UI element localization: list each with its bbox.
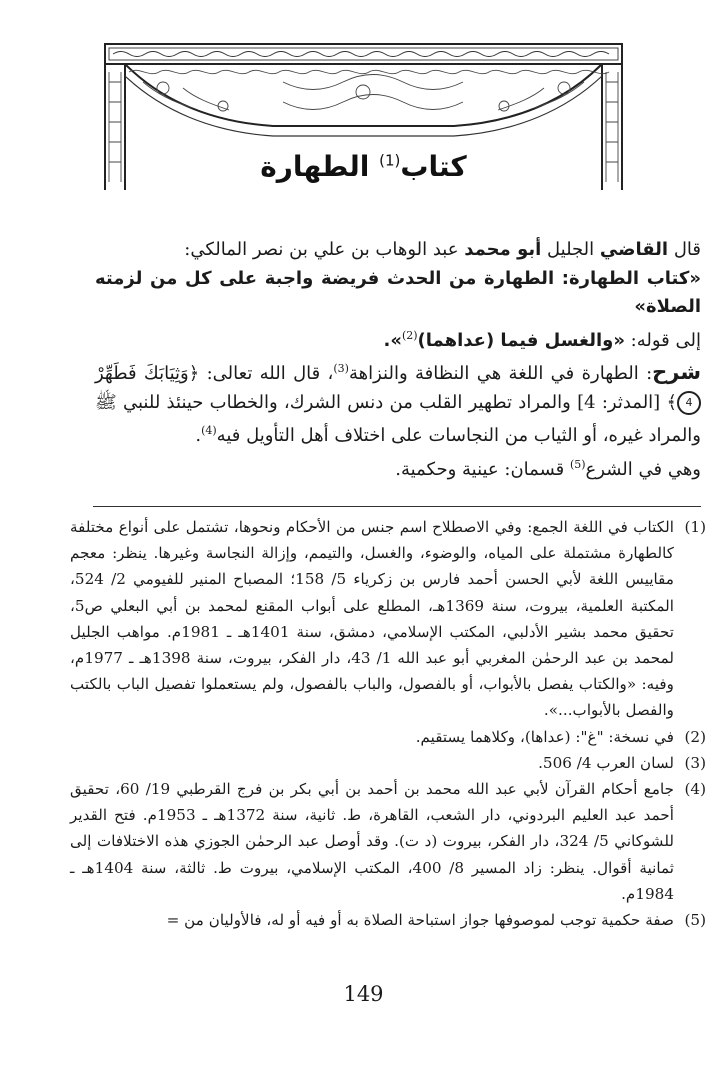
shar-text-end: قسمان: عينية وحكمية. xyxy=(395,458,570,480)
footnote-divider xyxy=(93,506,701,507)
footnote-ref-2: (2) xyxy=(401,328,418,342)
quran-verse: ، قال الله تعالى: ﴿وَثِيَابَكَ فَطَهِّرْ xyxy=(95,363,334,384)
footnote-ref-4: (4) xyxy=(201,424,217,437)
author-kunya: أبو محمد xyxy=(464,239,542,260)
paragraph-shar xyxy=(95,451,701,485)
chapter-title-word: كتاب xyxy=(400,150,467,183)
page-number: 149 xyxy=(343,982,384,1006)
sharh-text-c: ﴾ [المدثر: 4] والمراد تطهير القلب من دنس الشرك، والخطاب حينئذ للنبي ﷺ والمراد غيره، أو الثياب من النجاسات على اختلاف أهل التأويل فيه xyxy=(95,391,701,446)
chapter-title-subject: الطهارة xyxy=(260,150,370,183)
footnote-ref-5: (5) xyxy=(569,457,586,471)
footnotes xyxy=(70,514,706,933)
ayah-number-icon: 4 xyxy=(677,391,701,415)
footnote-number: (3) xyxy=(684,753,706,772)
matn-quote-end: «والغسل فيما (عداهما) xyxy=(417,329,625,351)
paragraph-quote-end xyxy=(95,322,701,356)
main-text xyxy=(95,236,701,484)
paragraph-sharh xyxy=(95,355,701,451)
footnote-number: (5) xyxy=(684,911,706,930)
matn-quote: «كتاب الطهارة: الطهارة من الحدث فريضة واجبة على كل من لزمته الصلاة» xyxy=(95,267,701,317)
chapter-title-footnote-ref: (1) xyxy=(379,151,401,170)
footnote-ref-3: (3) xyxy=(333,362,349,375)
footnote-1 xyxy=(70,514,706,724)
footnote-number: (1) xyxy=(684,518,706,536)
footnote-3 xyxy=(70,750,706,776)
intro-text: قال xyxy=(668,239,701,260)
paragraph-intro xyxy=(95,236,701,265)
footnote-5 xyxy=(70,907,706,933)
footnote-text: صفة حكمية توجب لموصوفها جواز استباحة الصلاة به أو فيه أو له، فالأوليان من = xyxy=(166,911,674,930)
footnote-2 xyxy=(70,724,706,750)
shar-text: وهي في الشرع xyxy=(585,458,701,480)
footnote-text: في نسخة: "غ": (عداها)، وكلاهما يستقيم. xyxy=(415,727,674,746)
quote-prefix: إلى قوله: xyxy=(624,329,701,351)
author-name: عبد الوهاب بن علي بن نصر المالكي: xyxy=(184,239,465,260)
footnote-number: (2) xyxy=(684,727,706,746)
sharh-text-a: : الطهارة في اللغة هي النظافة والنزاهة xyxy=(348,363,653,384)
footnote-number: (4) xyxy=(684,780,706,799)
sharh-label: شرح xyxy=(652,360,701,384)
sharh-end: . xyxy=(195,425,202,446)
author-title: القاضي xyxy=(599,239,669,260)
quote-close: ». xyxy=(383,329,402,351)
footnote-text: الكتاب في اللغة الجمع: وفي الاصطلاح اسم جنس من الأحكام ونحوها، تشتمل على أنواع مختلفة كالطهارة مشتملة على المياه، والوضوء، والغسل، والتيمم، وإزالة النجاسة وغيرها. ينظر: معجم مقاييس اللغة لأبي الحسن أحمد فارس بن زكرياء 5/ 158؛ المصباح المنير للفيومي 2/ 524، المكتبة العلمية، بيروت، سنة 1369هـ، المطلع على أبواب المقنع لمحمد بن أبي البعلي ص5، تحقيق محمد بشير الأدلبي، المكتب الإسلامي، دمشق، سنة 1401هـ ـ 1981م. مواهب الجليل لمحمد بن عبد الرحمٰن المغربي أبو عبد الله 1/ 43، دار الفكر، بيروت، سنة 1398هـ ـ 1977م، وفيه: «والكتاب يفصل بالأبواب، أو بالفصول، والباب بالفصول، ولم يستعملوا تفصيل الباب بالكتب والفصل بالأبواب...». xyxy=(70,518,675,720)
footnote-text: لسان العرب 4/ 506. xyxy=(538,753,674,772)
intro-text-mid: الجليل xyxy=(541,239,600,260)
footnote-4 xyxy=(70,776,706,907)
footnote-text: جامع أحكام القرآن لأبي عبد الله محمد بن أحمد بن أبي بكر بن فرج القرطبي 19/ 60، تحقيق أحمد عبد العليم البردوني، دار الشعب، القاهرة، ط. ثانية، سنة 1372هـ ـ 1953م. فتح القدير للشوكاني 5/ 324، دار الفكر، بيروت (د ت). وقد أوصل عبد الرحمٰن الجوزي هذه الاختلافات إلى ثمانية أقوال. ينظر: زاد المسير 8/ 400، المكتب الإسلامي، بيروت ط. ثالثة، سنة 1404هـ ـ 1984م. xyxy=(70,780,674,903)
chapter-title xyxy=(0,150,727,183)
